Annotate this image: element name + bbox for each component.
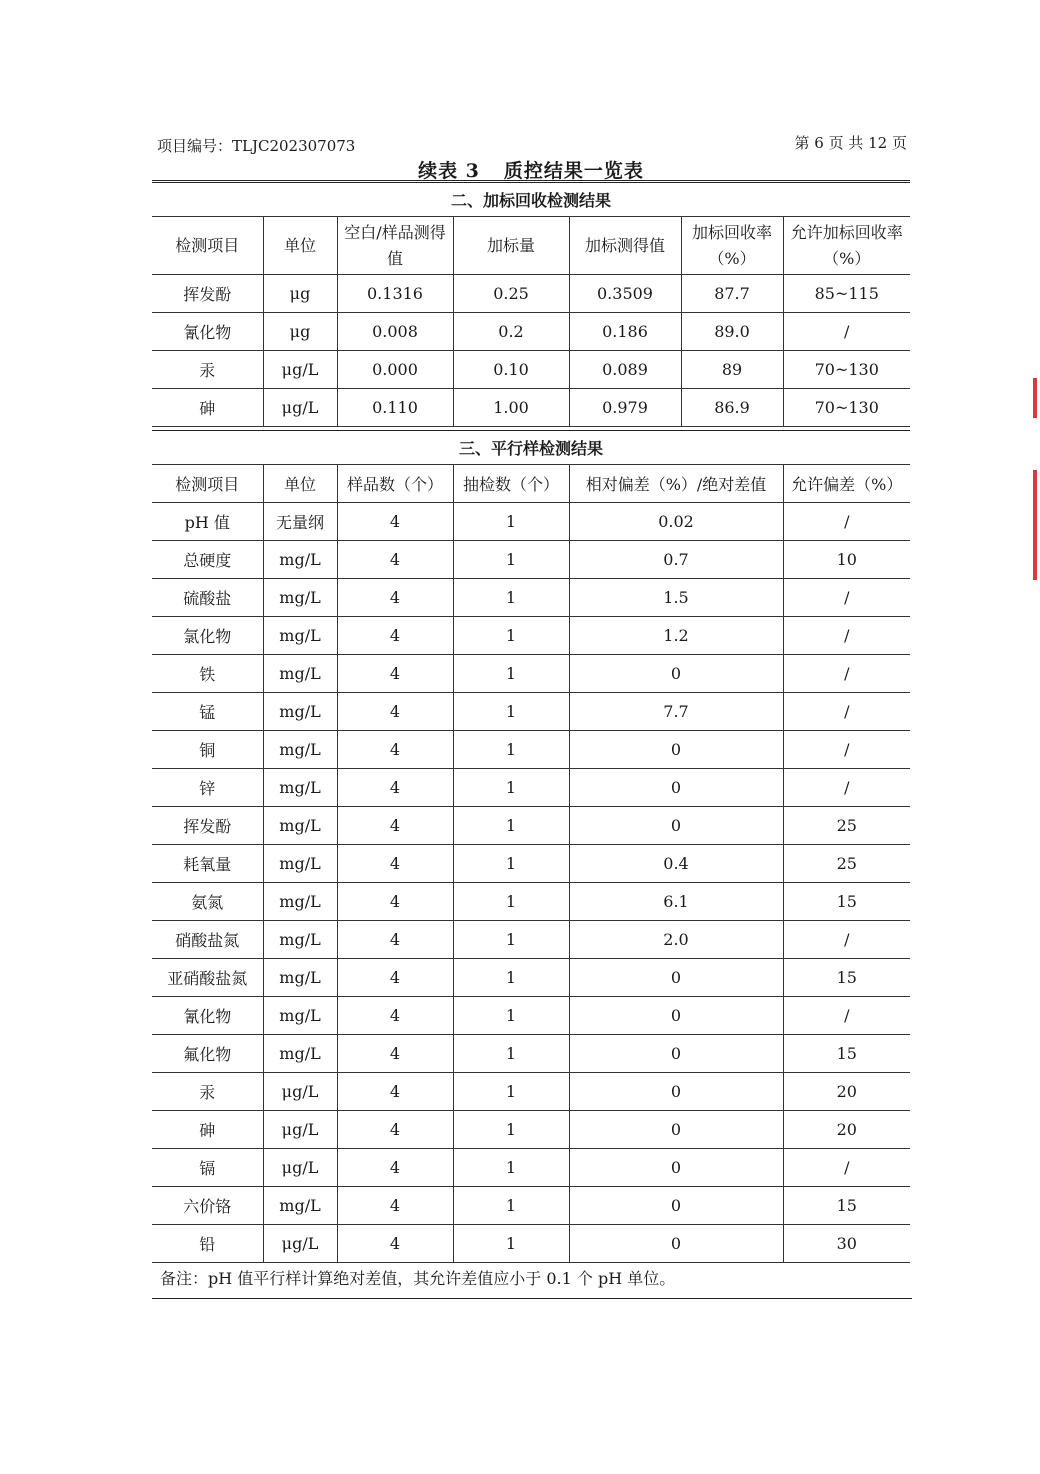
table-cell: 0 [569,1149,783,1187]
table-cell: 汞 [152,351,263,389]
table-cell: / [783,731,910,769]
table-cell: 锰 [152,693,263,731]
table-cell: 0.10 [453,351,569,389]
table-cell: 总硬度 [152,541,263,579]
column-header: 加标回收率（%） [681,217,783,275]
table-cell: 0 [569,1035,783,1073]
table-cell: 铜 [152,731,263,769]
table-row [152,1225,910,1263]
table-cell: 1 [453,1111,569,1149]
table-cell: / [783,921,910,959]
table-cell: 1 [453,959,569,997]
table-row [152,351,910,389]
table-cell: mg/L [263,655,337,693]
table-cell: 4 [337,1225,453,1263]
table-cell: mg/L [263,769,337,807]
table-cell: 0 [569,1187,783,1225]
table-cell: 0.089 [569,351,681,389]
table-cell: 0.02 [569,503,783,541]
table-cell: 15 [783,883,910,921]
table-cell: μg/L [263,351,337,389]
table-cell: μg/L [263,1225,337,1263]
table-row [152,1111,910,1149]
table-cell: 0 [569,807,783,845]
table-cell: 亚硝酸盐氮 [152,959,263,997]
table-cell: 4 [337,883,453,921]
table-cell: 4 [337,997,453,1035]
table-cell: mg/L [263,541,337,579]
table-row [152,579,910,617]
table-cell: / [783,617,910,655]
table-cell: 六价铬 [152,1187,263,1225]
table-cell: 挥发酚 [152,807,263,845]
table-cell: 25 [783,807,910,845]
table-cell: 1 [453,769,569,807]
table-cell: mg/L [263,845,337,883]
table-cell: 0.000 [337,351,453,389]
divider [152,180,910,181]
table-cell: 硝酸盐氮 [152,921,263,959]
table-cell: 4 [337,959,453,997]
table-cell: 铁 [152,655,263,693]
table-row [152,541,910,579]
table-cell: 1 [453,541,569,579]
table-cell: 氰化物 [152,997,263,1035]
column-header: 允许偏差（%） [783,465,910,503]
table-row [152,655,910,693]
table-cell: 4 [337,579,453,617]
table-cell: mg/L [263,883,337,921]
table-cell: 87.7 [681,275,783,313]
table-cell: 0 [569,1073,783,1111]
table-row [152,807,910,845]
table-cell: mg/L [263,731,337,769]
column-header: 加标测得值 [569,217,681,275]
table-cell: / [783,693,910,731]
table-cell: 0 [569,655,783,693]
table-cell: 89 [681,351,783,389]
table-cell: μg [263,275,337,313]
table-cell: 1 [453,503,569,541]
table-cell: μg/L [263,1149,337,1187]
column-header: 加标量 [453,217,569,275]
table-cell: 6.1 [569,883,783,921]
table-row [152,845,910,883]
column-header: 单位 [263,217,337,275]
table-cell: mg/L [263,617,337,655]
table-cell: 30 [783,1225,910,1263]
table-cell: 85~115 [783,275,910,313]
table-cell: 4 [337,921,453,959]
table-cell: 86.9 [681,389,783,427]
column-header: 样品数（个） [337,465,453,503]
table-row [152,275,910,313]
table-cell: 4 [337,845,453,883]
table-cell: 砷 [152,1111,263,1149]
table-cell: 0 [569,959,783,997]
table-cell: 0.110 [337,389,453,427]
table-cell: 4 [337,693,453,731]
table-cell: 0.4 [569,845,783,883]
table-row [152,503,910,541]
table-cell: 70~130 [783,351,910,389]
table-cell: mg/L [263,807,337,845]
table-cell: 20 [783,1111,910,1149]
table-row [152,1187,910,1225]
table-cell: 1 [453,1187,569,1225]
table-cell: μg [263,313,337,351]
table-cell: 0.979 [569,389,681,427]
column-header: 单位 [263,465,337,503]
table-cell: 4 [337,541,453,579]
table-cell: 硫酸盐 [152,579,263,617]
table-cell: 89.0 [681,313,783,351]
table-cell: 0 [569,1111,783,1149]
table-cell: 氰化物 [152,313,263,351]
table-cell: 0 [569,1225,783,1263]
table-cell: 0 [569,997,783,1035]
table-cell: 1 [453,1035,569,1073]
table-cell: 1 [453,693,569,731]
table-cell: 2.0 [569,921,783,959]
table-cell: 25 [783,845,910,883]
table-header-row [152,217,910,275]
table-cell: 铅 [152,1225,263,1263]
table-cell: 1.2 [569,617,783,655]
table-cell: 10 [783,541,910,579]
table-cell: 1 [453,579,569,617]
table-cell: 0 [569,731,783,769]
table-cell: 1 [453,883,569,921]
table-cell: 0.008 [337,313,453,351]
table-cell: / [783,997,910,1035]
table-cell: 4 [337,503,453,541]
table-cell: pH 值 [152,503,263,541]
table-cell: 15 [783,1035,910,1073]
table-title [152,156,910,183]
table-cell: 耗氧量 [152,845,263,883]
table-cell: 1 [453,807,569,845]
table-cell: 15 [783,959,910,997]
table-row [152,1035,910,1073]
column-header: 允许加标回收率（%） [783,217,910,275]
stamp-edge-mark [1033,378,1037,418]
table-cell: 0.186 [569,313,681,351]
table-cell: 4 [337,731,453,769]
table-cell: 15 [783,1187,910,1225]
table-cell: 1.00 [453,389,569,427]
table-cell: 4 [337,617,453,655]
table-cell: / [783,769,910,807]
table-cell: mg/L [263,997,337,1035]
table-cell: 汞 [152,1073,263,1111]
table-cell: / [783,503,910,541]
spike-recovery-table [152,182,910,427]
table-row [152,617,910,655]
table-cell: 0 [569,769,783,807]
project-number: 项目编号：TLJC202307073 [157,137,356,155]
table-cell: 0.25 [453,275,569,313]
table-cell: 氨氮 [152,883,263,921]
section-caption: 二、加标回收检测结果 [152,183,910,217]
table-cell: 1 [453,1149,569,1187]
page-header [157,132,907,154]
table-cell: 0.7 [569,541,783,579]
table-cell: 1 [453,997,569,1035]
table-cell: 0.1316 [337,275,453,313]
table-row [152,313,910,351]
table-row [152,921,910,959]
column-header: 相对偏差（%）/绝对差值 [569,465,783,503]
table-cell: mg/L [263,693,337,731]
parallel-sample-table [152,430,910,1263]
table-row [152,731,910,769]
table-row [152,1073,910,1111]
table-cell: 1 [453,731,569,769]
table-cell: 4 [337,769,453,807]
table-cell: 1 [453,617,569,655]
table-cell: 1.5 [569,579,783,617]
table-cell: 20 [783,1073,910,1111]
table-cell: 1 [453,921,569,959]
table-row [152,693,910,731]
table-row [152,959,910,997]
title-text: 质控结果一览表 [503,160,644,182]
table-cell: 无量纲 [263,503,337,541]
table-cell: 1 [453,1073,569,1111]
table-cell: mg/L [263,921,337,959]
table-cell: μg/L [263,389,337,427]
table-cell: 1 [453,1225,569,1263]
table-row [152,389,910,427]
column-header: 抽检数（个） [453,465,569,503]
section-caption: 三、平行样检测结果 [152,431,910,465]
table-cell: 70~130 [783,389,910,427]
table-row [152,883,910,921]
table-cell: 4 [337,1187,453,1225]
table-cell: 4 [337,1035,453,1073]
column-header: 空白/样品测得值 [337,217,453,275]
table-cell: 0.3509 [569,275,681,313]
table-cell: / [783,1149,910,1187]
table-cell: 氯化物 [152,617,263,655]
table-cell: / [783,655,910,693]
table-cell: 挥发酚 [152,275,263,313]
table-row [152,997,910,1035]
table-cell: 4 [337,807,453,845]
divider [152,1298,912,1299]
table-cell: μg/L [263,1073,337,1111]
title-prefix: 续表 3 [418,160,480,182]
table-cell: mg/L [263,579,337,617]
table-cell: 4 [337,1149,453,1187]
table-row [152,769,910,807]
table-cell: 4 [337,1111,453,1149]
table-cell: / [783,313,910,351]
table-cell: 1 [453,845,569,883]
table-cell: μg/L [263,1111,337,1149]
table-row [152,1149,910,1187]
column-header: 检测项目 [152,465,263,503]
table-cell: 镉 [152,1149,263,1187]
table-cell: 0.2 [453,313,569,351]
table-cell: 4 [337,655,453,693]
table-cell: mg/L [263,1187,337,1225]
table-cell: 氟化物 [152,1035,263,1073]
table-cell: 7.7 [569,693,783,731]
table-cell: 砷 [152,389,263,427]
column-header: 检测项目 [152,217,263,275]
table-cell: 4 [337,1073,453,1111]
remark-note: 备注：pH 值平行样计算绝对差值，其允许差值应小于 0.1 个 pH 单位。 [160,1269,676,1288]
table-cell: / [783,579,910,617]
table-cell: 锌 [152,769,263,807]
table-header-row [152,465,910,503]
stamp-edge-mark [1033,470,1037,580]
table-cell: mg/L [263,1035,337,1073]
table-cell: mg/L [263,959,337,997]
table-cell: 1 [453,655,569,693]
page-number: 第 6 页 共 12 页 [794,134,907,152]
